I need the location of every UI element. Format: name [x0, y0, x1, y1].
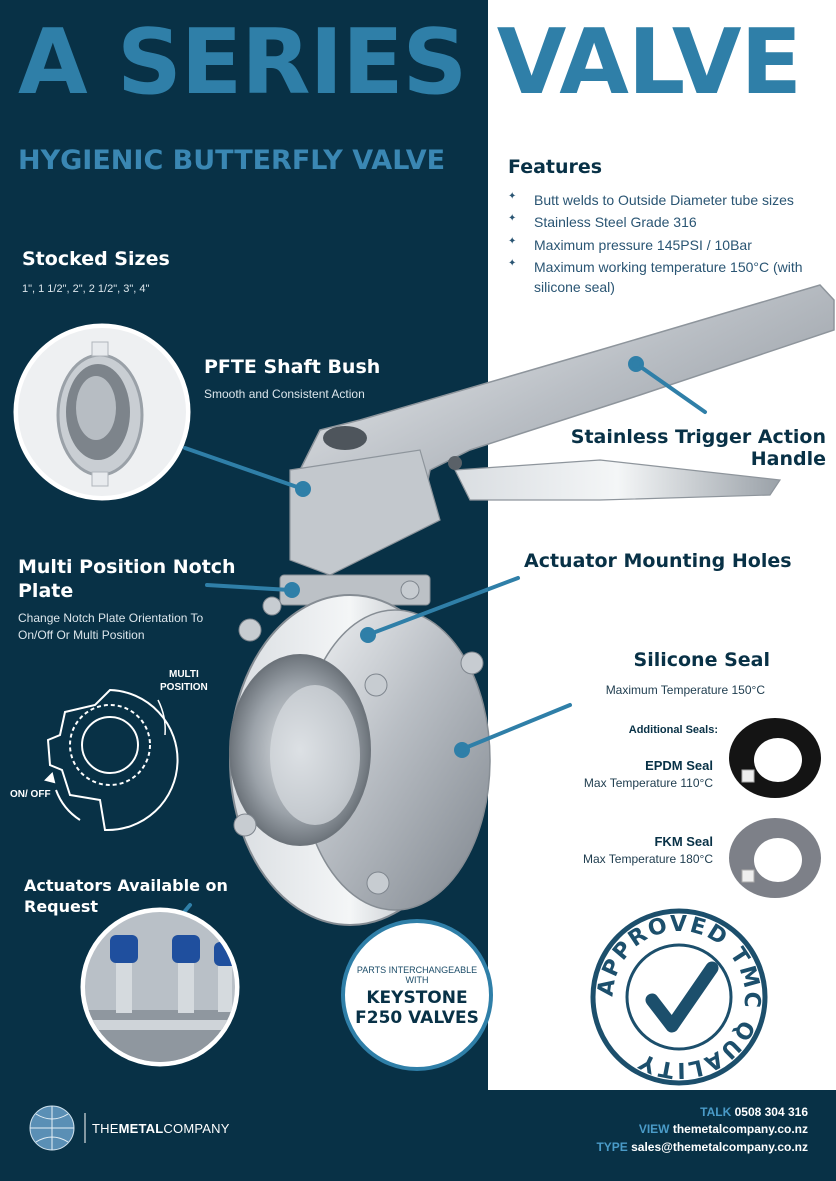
checkmark-icon: [652, 968, 712, 1026]
contact-phone: TALK 0508 304 316: [700, 1105, 808, 1119]
contact-email: TYPE sales@themetalcompany.co.nz: [596, 1139, 808, 1154]
feature-item: ✦ Butt welds to Outside Diameter tube sizes: [508, 191, 794, 208]
interchangeable-badge: PARTS INTERCHANGEABLE WITH KEYSTONE F250 VALVES: [341, 919, 493, 1071]
contact-website: VIEW themetalcompany.co.nz: [638, 1122, 808, 1137]
features-heading: Features: [508, 156, 603, 178]
page-title: A SERIES VALVE: [18, 10, 801, 115]
stocked-sizes-list: 1", 1 1/2", 2", 2 1/2", 3", 4": [22, 283, 150, 295]
bullet-icon: ✦: [508, 257, 517, 269]
quality-stamp: [590, 908, 768, 1086]
actuators-heading: Actuators Available on Request: [24, 876, 228, 916]
svg-text:APPROVED TMC QUALITY: APPROVED TMC QUALITY: [593, 911, 765, 1083]
handle-heading: Stainless Trigger Action Handle: [570, 426, 826, 470]
company-logo: THEMETALCOMPANY: [92, 1121, 230, 1136]
seal-item-fkm: FKM Seal Max Temperature 180°C: [583, 834, 713, 866]
diagram-onoff-label: ON/ OFF: [10, 789, 51, 800]
features-list: [508, 190, 818, 299]
page-subtitle: HYGIENIC BUTTERFLY VALVE: [18, 145, 446, 176]
additional-seals-heading: Additional Seals:: [628, 724, 718, 736]
silicone-seal-heading: Silicone Seal: [633, 649, 770, 671]
shaft-bush-description: Smooth and Consistent Action: [204, 387, 365, 401]
diagram-multi-label: MULTI POSITION: [160, 669, 208, 693]
notch-plate-description: Change Notch Plate Orientation To On/Off Or Multi Position: [18, 611, 204, 643]
feature-item: ✦ Stainless Steel Grade 316: [508, 213, 697, 231]
seal-item-epdm: EPDM Seal Max Temperature 110°C: [583, 758, 713, 790]
silicone-seal-description: Maximum Temperature 150°C: [605, 683, 765, 697]
mounting-holes-heading: Actuator Mounting Holes: [524, 550, 792, 572]
feature-item: ✦ Maximum pressure 145PSI / 10Bar: [508, 235, 752, 253]
contact-block: [596, 1104, 808, 1156]
bullet-icon: ✦: [508, 213, 517, 225]
feature-item: ✦ Maximum working temperature 150°C (with silicone seal): [508, 257, 803, 296]
shaft-bush-heading: PFTE Shaft Bush: [204, 356, 381, 378]
stocked-sizes-heading: Stocked Sizes: [22, 248, 170, 270]
bullet-icon: ✦: [508, 235, 517, 247]
notch-plate-heading: Multi Position Notch Plate: [18, 556, 236, 602]
bullet-icon: ✦: [508, 191, 517, 202]
